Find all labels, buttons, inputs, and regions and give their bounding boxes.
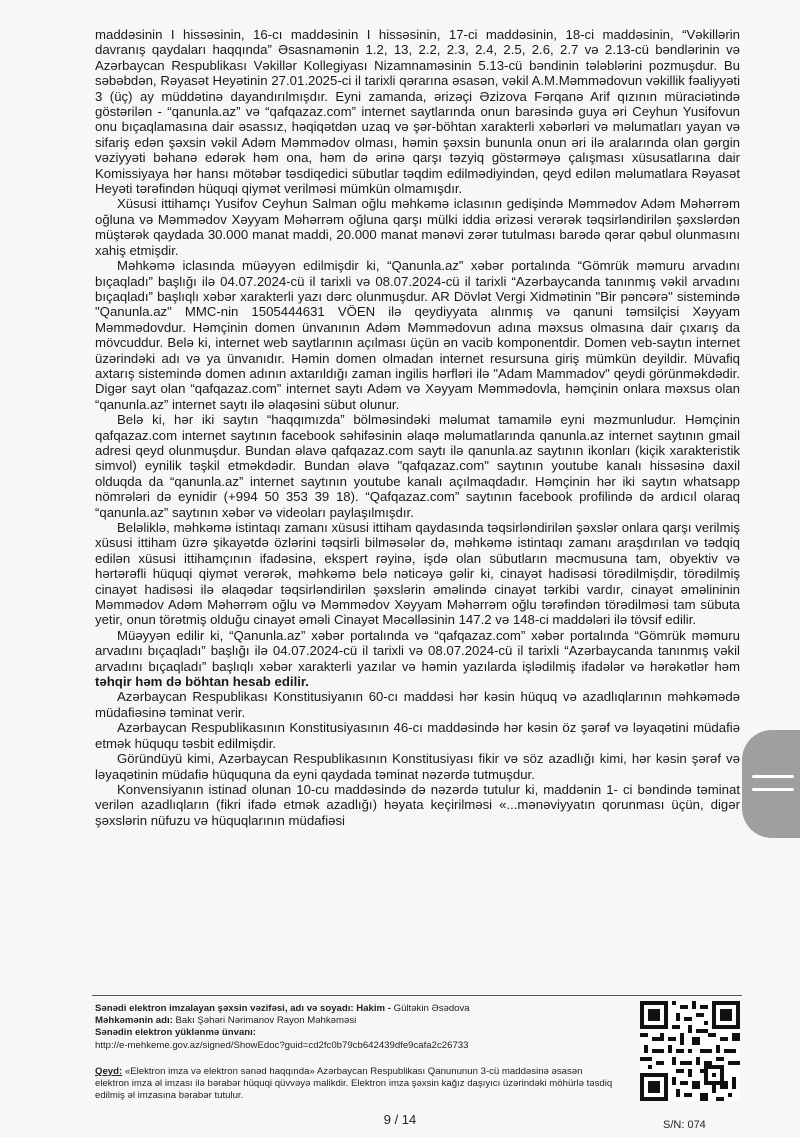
paragraph-1: maddəsinin I hissəsinin, 16-cı maddəsinin I hissəsinin, 17-ci maddəsinin, 18-ci maddəsinin, “Vəkillərin davranış qaydaları haqqında” Əsasnamənin 1.2, 13, 2.2, 2.3, 2.4, 2.5, 2.6, 2.7 və 2.13-cü bəndlərinin və Azərbaycan Respublikası Vəkillər Kollegiyası Nizamnaməsinin 5.13-cü bəndinin tələblərini pozmuşdur. Bu səbəbdən, Rəyasət Heyətinin 27.01.2025-ci il tarixli qərarına əsasən, vəkil A.M.Məmmədovun vəkillik fəaliyyəti 3 (üç) ay müddətinə dayandırılmışdır. Eyni zamanda, ərizəçi Əzizova Fərqanə Arif qızının müraciətində göstərilən - “qanunla.az” və “qafqazaz.com” internet saytlarında onun barəsində guya əri Ceyhun Yusifovun onu bıçaqlamasına dair əsassız, həqiqətdən uzaq və şər-böhtan xarakterli xəbərləri və məlumatları yayan və sifariş edən şəxsin vəkil Adəm Məmmədov olması, həmin şəxsin bununla onun əri ilə aralarında olan gərgin vəziyyəti bəhanə edərək həm ona, həm də ərinə qarşı təzyiq göstərməyə çalışması xüsusatlarına dair Komissiyaya hər hansı mötəbər təsdiqedici sübutlar təqdim edilmədiyindən, qeyd edilən məlumatlara Rəyasət Heyəti tərəfindən hüquqi qiymət verilməsi mümkün olmamışdır.	[95, 27, 740, 197]
address-label: Sənədin elektron yüklənmə ünvanı:	[95, 1027, 257, 1039]
paragraph-6-bold: təhqir həm də böhtan hesab edilir.	[95, 674, 309, 690]
paragraph-6-text: Müəyyən edilir ki, “Qanunla.az” xəbər portalında və “qafqazaz.com” xəbər portalında “Gömrük məmuru arvadını bıçaqladı” başlığı ilə 04.07.2024-cü il tarixli və 08.07.2024-cü il tarixli “Azərbaycanda tanınmış vəkil arvadını bıçaqladı” başlıqlı xəbər xarakterli yazılar və həmin yazılarda işlədilmiş ifadələr və hərəkətlər həm	[95, 627, 740, 674]
court-label: Məhkəmənin adı:	[95, 1015, 173, 1027]
document-body	[95, 27, 740, 828]
paragraph-5: Beləliklə, məhkəmə istintaqı zamanı xüsusi ittiham qaydasında təqsirləndirilən şəxslər onlara qarşı verilmiş xüsusi ittiham üzrə şikayətdə özlərini təqsirli bilməsələr də, məhkəmə istintaqı zamanı araşdırılan və tədqiq edilən xüsusi ittihamçının ifadəsinə, ekspert rəyinə, işdə olan sübutların məcmusuna tam, obyektiv və hərtərəfli hüquqi qiymət verərək, məhkəmə belə nəticəyə gəlir ki, cinayət hadisəsi törədilmişdir, törədilmiş cinayət hadisəsi ilə əlaqədar təqsirləndirilən şəxslərin əməlində cinayət tərkibi vardır, cinayət əməlininin Məmmədov Adəm Məhərrəm oğlu və Məmmədov Xəyyam Məhərrəm oğlu tərəfindən törədilməsi tam sübuta yetir, onun törətmiş olduğu cinayət əməli Cinayət Məcəlləsinin 147.2 və 148-ci maddələri ilə tövsif edilir.	[95, 520, 740, 628]
paragraph-9: Göründüyü kimi, Azərbaycan Respublikasının Konstitusiyası fikir və söz azadlığı kimi, hər kəsin şərəf və ləyaqətinin müdafiə hüququna da eyni qaydada təminat nəzərdə tutmuşdur.	[95, 751, 740, 782]
paragraph-2: Xüsusi ittihamçı Yusifov Ceyhun Salman oğlu məhkəmə iclasının gedişində Məmmədov Adəm Məhərrəm oğluna və Məmmədov Xəyyam Məhərrəm oğluna qarşı mülki iddia ərizəsi verərək təqsirləndirilən şəxslərdən müştərək qaydada 30.000 manat maddi, 20.000 manat mənəvi zərər tutulması barədə qərar qəbul olunmasını xahiş etmişdir.	[95, 196, 740, 258]
court-row	[95, 1015, 615, 1027]
paragraph-6	[95, 628, 740, 690]
footer-divider	[92, 995, 742, 996]
note-label: Qeyd:	[95, 1065, 123, 1077]
qr-code-icon	[640, 1001, 740, 1101]
paragraph-4: Belə ki, hər iki saytın “haqqımızda” bölməsindəki məlumat tamamilə eyni məzmunludur. Həmçinin qafqazaz.com internet saytının facebook səhifəsinin əlaqə məlumatlarında qanunla.az internet saytının gmail adresi qeyd olunmuşdur. Bundan əlavə qafqazaz.com saytı ilə qanunla.az saytının ikonları (kiçik xarakteristik simvol) eynilik təşkil etməkdədir. Bundan əlavə "qafqazaz.com" saytının youtube kanalı hissəsinə daxil olduqda da “qanunla.az” internet saytının youtube kanalı açılmaqdadır. Həmçinin hər iki saytın whatsapp nömrələri də eynidir (+994 50 353 39 18). “Qafqazaz.com” saytının facebook profilində də ardıcıl olaraq “qanunla.az” saytının xəbər və videoları paylaşılmışdır.	[95, 412, 740, 520]
note-text: «Elektron imza və elektron sənəd haqqında» Azərbaycan Respublikası Qanununun 3-cü maddəsinə əsasən elektron imza əl imzası ilə bərabər hüquqi qüvvəyə malikdir. Elektron imza şəxsin kağız daşıyıcı üzərindəki möhürlə təsdiq edilmiş əl imzasına bərabər tutulur.	[95, 1065, 613, 1102]
document-url-link[interactable]: http://e-mehkeme.gov.az/signed/ShowEdoc?guid=cd2fc0b79cb642439dfe9cafa2c26733	[95, 1039, 469, 1051]
serial-number: S/N: 074	[663, 1119, 706, 1131]
signer-value: Gültəkin Əsədova	[393, 1003, 470, 1014]
signature-footer	[95, 1003, 615, 1102]
handle-grip-line-2	[752, 788, 794, 791]
paragraph-8: Azərbaycan Respublikasının Konstitusiyasının 46-cı maddəsində hər kəsin öz şərəf və ləyaqətini müdafiə etmək hüququ təsbit edilmişdir.	[95, 720, 740, 751]
page-number: 9 / 14	[383, 1112, 417, 1127]
handle-grip-line-1	[752, 775, 794, 778]
court-value: Bakı Şəhəri Nərimanov Rayon Məhkəməsi	[175, 1015, 357, 1027]
paragraph-10: Konvensiyanın istinad olunan 10-cu maddəsində də nəzərdə tutulur ki, maddənin 1- ci bəndində təminat verilən azadlıqların (fikri ifadə etmək azadlığı) həyata keçirilməsi «...mənəviyyatın qorunması üçün, digər şəxslərin nüfuzu və hüquqlarının müdafiəsi	[95, 781, 740, 828]
signer-row	[95, 1003, 615, 1015]
paragraph-3: Məhkəmə iclasında müəyyən edilmişdir ki, “Qanunla.az” xəbər portalında “Gömrük məmuru arvadını bıçaqladı” başlığı ilə 04.07.2024-cü il tarixli və 08.07.2024-cü il tarixli “Azərbaycanda tanınmış vəkil arvadını bıçaqladı” başlıqlı xəbər xarakterli yazı dərc olunmuşdur. AR Dövlət Vergi Xidmətinin "Bir pəncərə" sistemində "Qanunla.az" MMC-nin 1505444631 VÖEN ilə qeydiyyata alınmış və qanuni təmsilçisi Xəyyam Məmmədovdur. Həmçinin domen ünvanının Adəm Məmmədovun adına məxsus olmasına dair çıxarış da mövcuddur. Belə ki, internet web saytlarının açılması üçün ən vacib komponentdir. Domen veb-saytın internet üzərindəki adı və ya ünvanıdır. Həmin domen olmadan internet resursuna giriş mümkün deyildir. Müvafiq axtarış sistemində domen adının axtarıldığı zaman ingilis hərfləri ilə "Adam Mammadov" qeydi görünməkdədir. Digər sayt olan “qafqazaz.com” internet saytı Adəm və Xəyyam Məmmədovla, həmçinin onlara məxsus olan “qanunla.az” internet saytı ilə əlaqəsini sübut olunur.	[95, 258, 740, 412]
paragraph-7: Azərbaycan Respublikası Konstitusiyanın 60-cı maddəsi hər kəsin hüquq və azadlıqlarının məhkəmədə müdafiəsinə təminat verir.	[95, 689, 740, 720]
legal-note	[95, 1066, 615, 1103]
signer-label: Sənədi elektron imzalayan şəxsin vəzifəsi, adı və soyadı: Hakim -	[95, 1003, 391, 1014]
address-row	[95, 1027, 615, 1039]
scroll-handle[interactable]	[742, 730, 800, 838]
